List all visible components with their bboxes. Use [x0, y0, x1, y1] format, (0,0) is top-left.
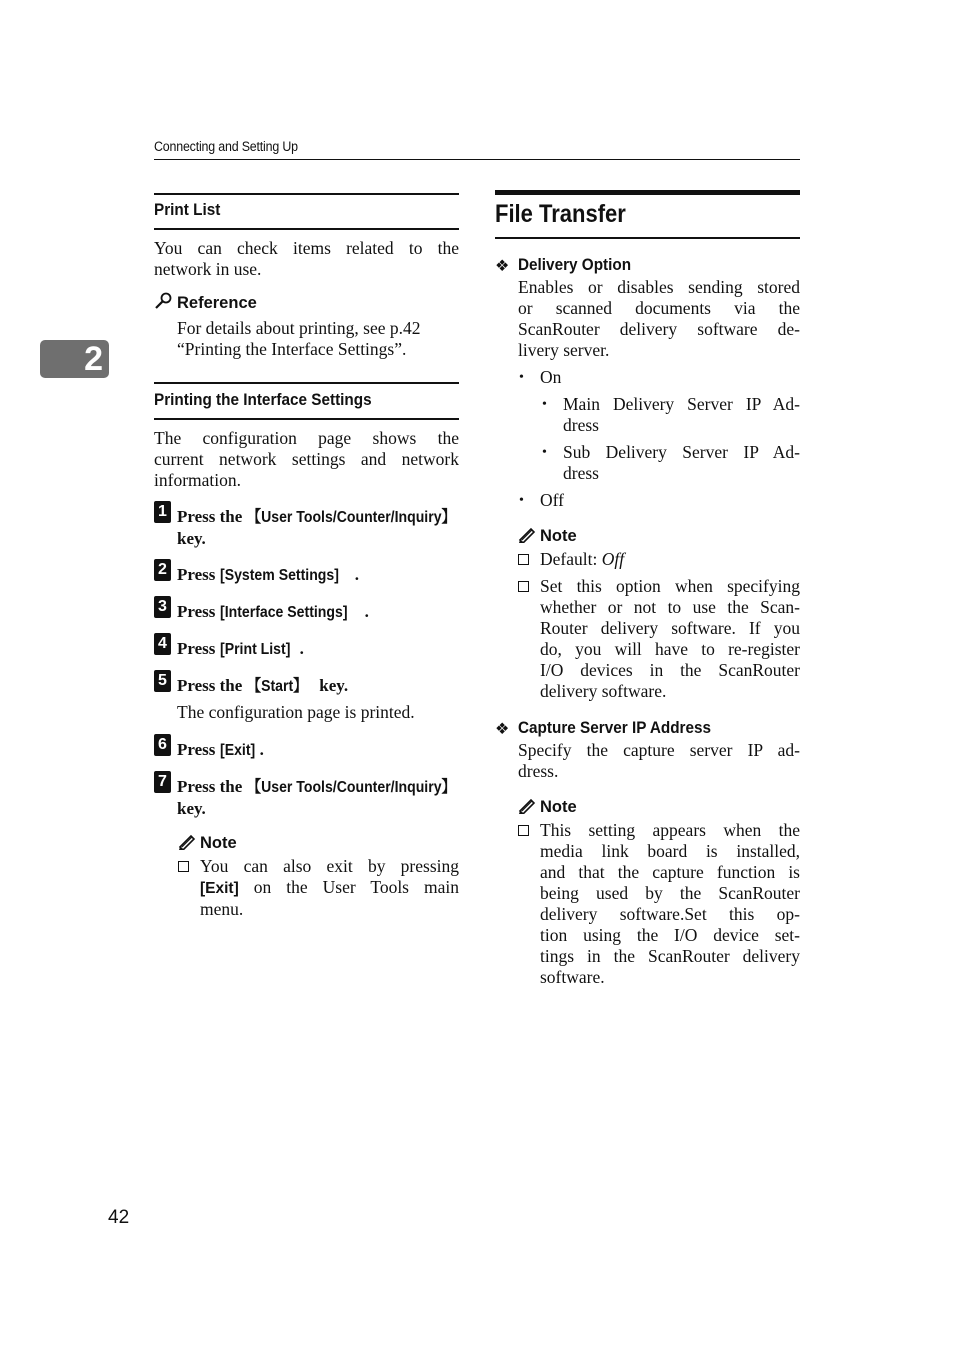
text-line: whether or not to use the Scan- — [540, 597, 800, 617]
step-text-pre: Press the — [177, 676, 247, 695]
step-text-pre: Press — [177, 602, 220, 621]
reference-header — [154, 292, 257, 313]
diamond-bullet-icon: ❖ — [495, 258, 510, 275]
text-line: Set this option when specifying — [540, 576, 800, 596]
text-line: “Printing the Interface Settings”. — [177, 339, 407, 359]
text-line: dress — [563, 415, 599, 435]
bullet-icon: • — [519, 370, 524, 385]
text-line: tings in the ScanRouter delivery — [540, 946, 800, 966]
text-line: do, you will have to re-register — [540, 639, 800, 659]
text-line: and that the capture function is — [540, 862, 800, 882]
default-value: Off — [601, 549, 625, 569]
default-prefix: Default: — [540, 549, 602, 569]
pencil-icon — [517, 525, 537, 543]
step-number: 3 — [154, 596, 171, 618]
note-header — [177, 832, 237, 853]
key-label: [System Settings] — [219, 567, 339, 584]
note-header — [517, 796, 577, 817]
text-line: The configuration page shows the — [154, 428, 459, 448]
step-1-text — [177, 506, 484, 528]
capture-server-body — [518, 740, 800, 782]
text-line: I/O devices in the ScanRouter — [540, 660, 800, 680]
step-6-text — [177, 739, 264, 761]
step-text-post: . — [364, 602, 369, 621]
sub-option-sub — [563, 442, 800, 484]
bullet-icon: • — [542, 397, 547, 412]
capture-server-heading: Capture Server IP Address — [518, 718, 712, 737]
text-line — [200, 877, 459, 899]
capture-note-text — [540, 820, 800, 988]
heading-rule-bottom — [495, 237, 800, 239]
text-line: Enables or disables sending stored — [518, 277, 800, 297]
step-5-text — [177, 675, 348, 697]
text-line: tion using the I/O device set- — [540, 925, 800, 945]
text-line: Main Delivery Server IP Ad- — [563, 394, 800, 414]
text-line: network in use. — [154, 259, 262, 279]
step-7-line2: key. — [177, 799, 206, 818]
note-text — [200, 856, 459, 920]
chapter-number: 2 — [84, 340, 103, 378]
printing-settings-heading: Printing the Interface Settings — [154, 390, 372, 409]
diamond-bullet-icon: ❖ — [495, 721, 510, 738]
text-line: or scanned documents via the — [518, 298, 800, 318]
step-text-pre: Press the — [177, 777, 247, 796]
step-number: 4 — [154, 633, 171, 655]
section-rule-bottom — [154, 228, 459, 230]
step-text-post: . — [259, 740, 264, 759]
step-number: 1 — [154, 501, 171, 523]
checkbox-bullet-icon — [518, 825, 529, 836]
text-line: dress. — [518, 761, 559, 781]
section-rule-top — [154, 193, 459, 195]
reference-label: Reference — [177, 294, 257, 312]
bullet-icon: • — [519, 493, 524, 508]
step-7-text — [177, 776, 484, 798]
text-line: software. — [540, 967, 605, 987]
pencil-icon — [517, 796, 537, 814]
print-list-heading: Print List — [154, 200, 221, 219]
step-text-post: . — [354, 565, 360, 584]
checkbox-bullet-icon — [518, 554, 529, 565]
pencil-icon — [177, 832, 197, 850]
step-5-result: The configuration page is printed. — [177, 702, 415, 722]
text-line: being used by the ScanRouter — [540, 883, 800, 903]
reference-text — [177, 318, 467, 360]
header-rule — [154, 159, 800, 160]
text-line-rest: on the User Tools main — [238, 877, 459, 897]
bullet-icon: • — [542, 445, 547, 460]
text-line: Sub Delivery Server IP Ad- — [563, 442, 800, 462]
text-line: dress — [563, 463, 599, 483]
option-off: Off — [540, 490, 564, 510]
text-line: current network settings and network — [154, 449, 459, 469]
text-line: Router delivery software. If you — [540, 618, 800, 638]
printing-settings-body — [154, 428, 459, 491]
key-label: [Exit] — [219, 742, 255, 759]
chapter-tab — [40, 340, 109, 378]
step-text-pre: Press — [177, 740, 220, 759]
step-number: 2 — [154, 559, 171, 581]
step-text-pre: Press — [177, 565, 220, 584]
step-2-text — [177, 564, 359, 586]
note-header — [517, 525, 577, 546]
file-transfer-heading: File Transfer — [495, 200, 626, 228]
section-rule-bottom — [154, 418, 459, 420]
step-text-pre: Press — [177, 639, 220, 658]
key-label: 【User Tools/Counter/Inquiry】 — [246, 779, 456, 796]
sub-option-main — [563, 394, 800, 436]
step-3-text — [177, 601, 369, 623]
step-text-post: . — [299, 639, 304, 658]
text-line: information. — [154, 470, 241, 490]
step-4-text — [177, 638, 304, 660]
text-line: media link board is installed, — [540, 841, 800, 861]
text-line: menu. — [200, 899, 244, 919]
text-line: You can check items related to the — [154, 238, 459, 258]
print-list-body — [154, 238, 459, 280]
checkbox-bullet-icon — [518, 581, 529, 592]
option-on: On — [540, 367, 562, 387]
delivery-option-body — [518, 277, 800, 361]
text-line: Specify the capture server IP ad- — [518, 740, 800, 760]
key-label: 【User Tools/Counter/Inquiry】 — [246, 509, 456, 526]
step-number: 5 — [154, 670, 171, 692]
note-label: Note — [540, 798, 577, 816]
note-label: Note — [200, 834, 237, 852]
section-rule-top — [154, 382, 459, 384]
heading-rule-top — [495, 190, 800, 195]
text-line: This setting appears when the — [540, 820, 800, 840]
key-label: [Exit] — [200, 880, 239, 897]
text-line: delivery software.Set this op- — [540, 904, 800, 924]
key-label: 【Start】 — [246, 678, 307, 695]
checkbox-bullet-icon — [178, 861, 189, 872]
delivery-note-text — [540, 576, 800, 702]
page-number: 42 — [108, 1207, 130, 1228]
key-label: [Interface Settings] — [219, 604, 348, 621]
step-1-line2: key. — [177, 529, 206, 548]
text-line: You can also exit by pressing — [200, 856, 459, 876]
default-note — [540, 549, 624, 570]
note-label: Note — [540, 527, 577, 545]
delivery-option-heading: Delivery Option — [518, 255, 632, 274]
text-line: ScanRouter delivery software de- — [518, 319, 800, 339]
key-label: [Print List] — [219, 641, 291, 658]
step-number: 7 — [154, 771, 171, 793]
step-number: 6 — [154, 734, 171, 756]
text-line: livery server. — [518, 340, 610, 360]
magnifier-icon — [154, 292, 174, 310]
step-text-pre: Press the — [177, 507, 247, 526]
running-head: Connecting and Setting Up — [154, 139, 298, 154]
step-text-post: key. — [315, 676, 349, 695]
text-line: delivery software. — [540, 681, 667, 701]
text-line: For details about printing, see p.42 — [177, 318, 421, 338]
